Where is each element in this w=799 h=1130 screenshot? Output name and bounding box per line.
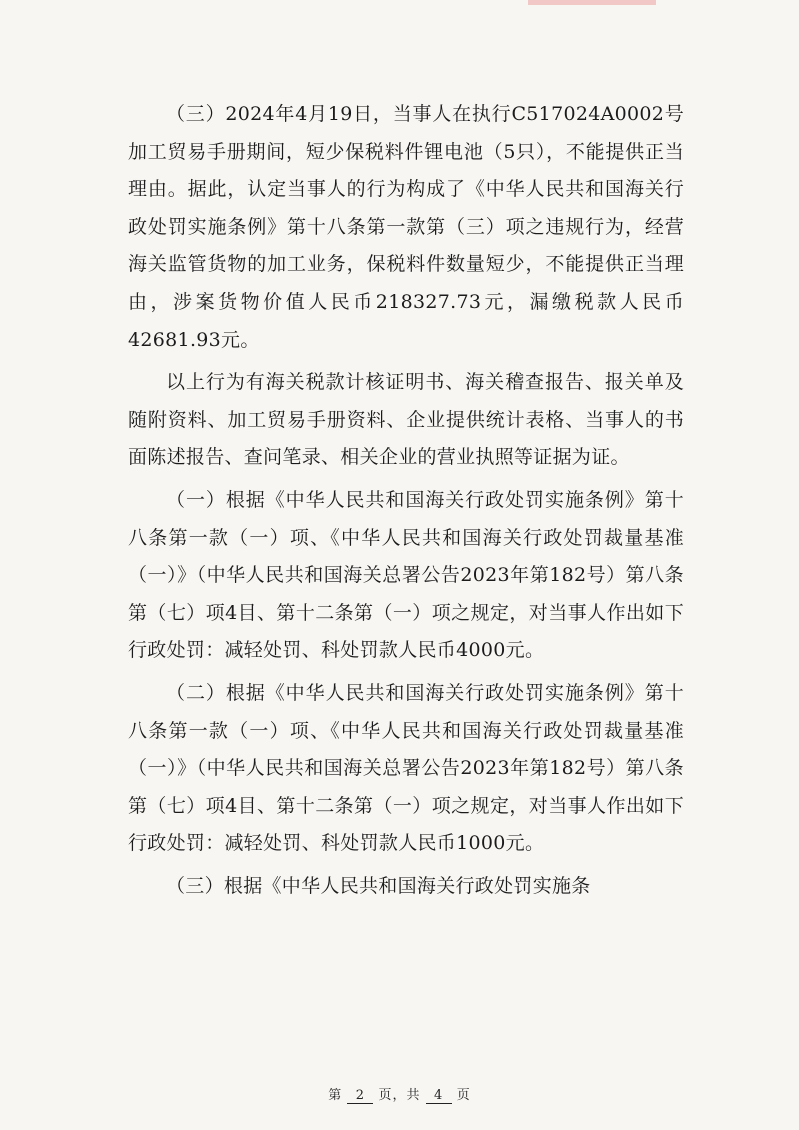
page-footer	[0, 1084, 799, 1104]
paragraph-penalty-three: （三）根据《中华人民共和国海关行政处罚实施条	[166, 874, 591, 897]
paragraph-violation-three: （三）2024年4月19日，当事人在执行C517024A0002号加工贸易手册期间，短少保税料件锂电池（5只），不能提供正当理由。据此，认定当事人的行为构成了《中华人民共和国海关行政处罚实施条例》第十八条第一款第（三）项之违规行为，经营海关监管货物的加工业务，保税料件数量短少，不能提供正当理由，涉案货物价值人民币218327.73元，漏缴税款人民币42681.93元。	[128, 103, 684, 351]
current-page-number: 2	[347, 1088, 373, 1104]
document-body	[128, 96, 684, 910]
footer-suffix: 页	[456, 1088, 471, 1103]
paragraph-penalty-one: （一）根据《中华人民共和国海关行政处罚实施条例》第十八条第一款（一）项、《中华人民共和国海关行政处罚裁量基准（一）》（中华人民共和国海关总署公告2023年第182号）第八条第（七）项4目、第十二条第（一）项之规定，对当事人作出如下行政处罚：减轻处罚、科处罚款人民币4000元。	[128, 488, 684, 662]
footer-prefix: 第	[328, 1088, 343, 1103]
paragraph-penalty-two: （二）根据《中华人民共和国海关行政处罚实施条例》第十八条第一款（一）项、《中华人民共和国海关行政处罚裁量基准（一）》（中华人民共和国海关总署公告2023年第182号）第八条第（七）项4目、第十二条第（一）项之规定，对当事人作出如下行政处罚：减轻处罚、科处罚款人民币1000元。	[128, 681, 684, 855]
footer-middle: 页，共	[378, 1088, 421, 1103]
top-edge-mark	[528, 0, 656, 5]
paragraph-evidence: 以上行为有海关税款计核证明书、海关稽查报告、报关单及随附资料、加工贸易手册资料、企业提供统计表格、当事人的书面陈述报告、查问笔录、相关企业的营业执照等证据为证。	[128, 371, 684, 469]
total-page-number: 4	[426, 1088, 452, 1104]
